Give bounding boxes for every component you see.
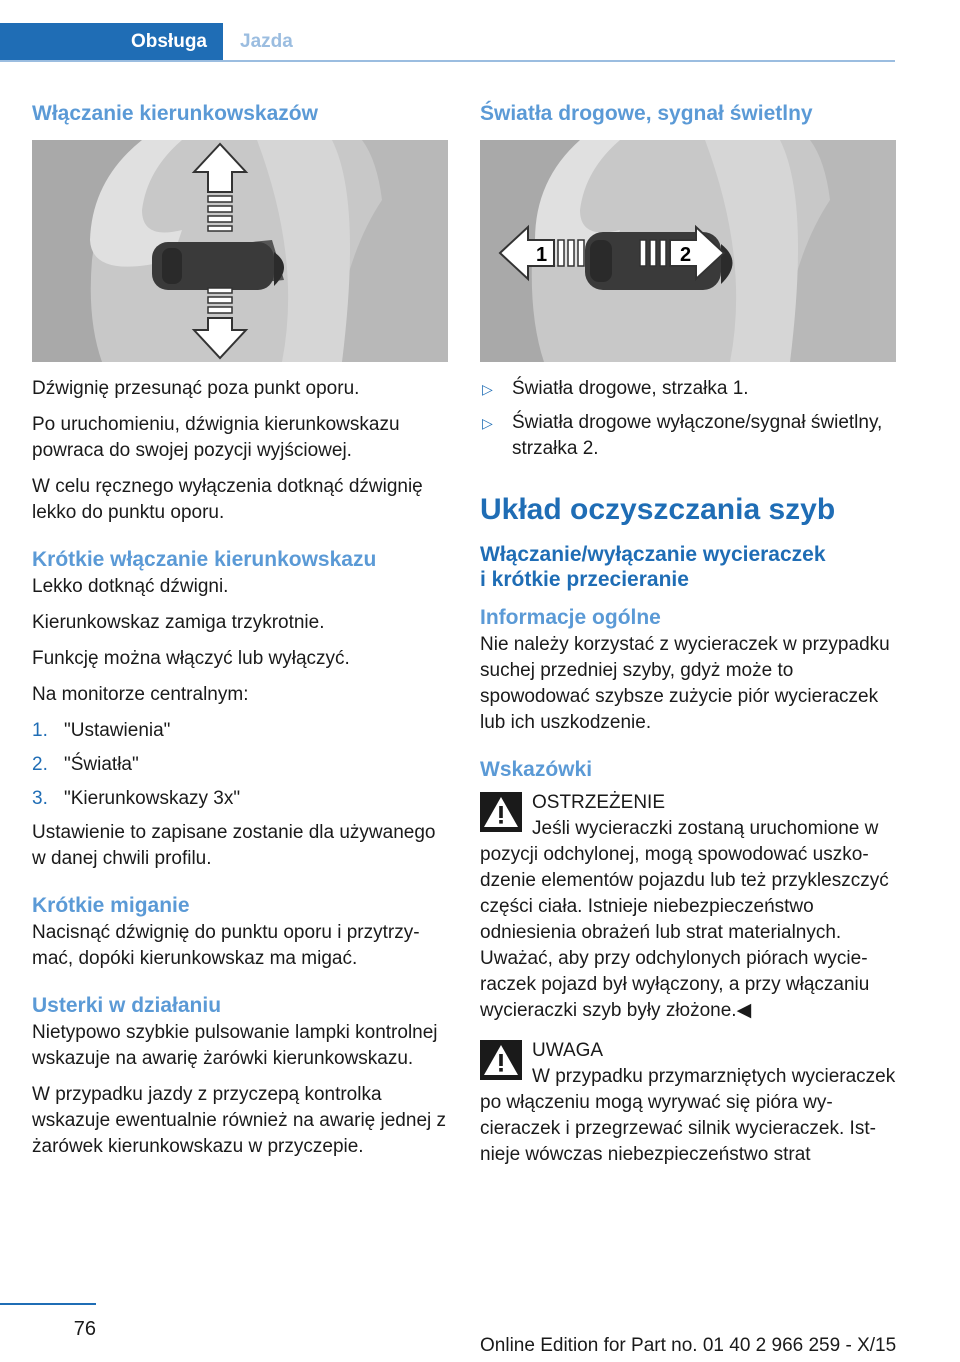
arrow-label-1: 1 xyxy=(536,244,548,266)
wipers-heading: Układ oczyszczania szyb xyxy=(480,493,836,526)
warning-triangle-icon xyxy=(480,792,522,832)
tab-jazda-label: Jazda xyxy=(240,31,293,52)
fault-text-2: W przypadku jazdy z przyczepą kontrolka wskazuje ewentualnie również na awarię jednej z żarówek kierunkowskazu w przyczepie. xyxy=(32,1084,447,1157)
triangle-bullet-icon: ▷ xyxy=(482,381,493,397)
bullet-text: Światła drogowe wyłączone/sygnał świetlny, strzałka 2. xyxy=(512,412,883,459)
left-column xyxy=(32,100,448,1170)
short-signal-text-1: Lekko dotknąć dźwigni. xyxy=(32,576,229,597)
general-info-heading: Informacje ogólne xyxy=(480,606,661,629)
short-signal-heading: Krótkie włączanie kierunkowskazu xyxy=(32,548,377,571)
tab-jazda[interactable] xyxy=(240,23,293,61)
lever-push-pull-illustration xyxy=(480,140,896,362)
fault-heading: Usterki w działaniu xyxy=(32,994,222,1017)
high-beam-heading: Światła drogowe, sygnał świetlny xyxy=(480,102,813,125)
wipers-subheading-line2: i krótkie przecieranie xyxy=(480,568,689,591)
wipers-subheading-line1: Włączanie/wyłączanie wycieraczek xyxy=(480,543,826,566)
warning-text: Jeśli wycieraczki zostaną uruchomione w pozycji odchylonej, mogą spowodować uszkodzenie elementów pojazdu lub też przykleszczyć części ciała. Istnieje niebezpieczeństwo odniesienia obrażeń lub strat materialnych. Uważać, aby przy odchylonych piórach wycieraczek pojazd był wyłączony, a przy włączaniu wycieraczki szyb były złożone.◀ xyxy=(480,818,889,1021)
tab-obsluga-label: Obsługa xyxy=(130,31,207,52)
bullet-text: Światła drogowe, strzałka 1. xyxy=(512,378,749,399)
turn-signal-text-2: Po uruchomieniu, dźwignia kierunkowskazu powraca do swojej pozycji wyjściowej. xyxy=(32,414,400,461)
footer-rule xyxy=(0,1303,96,1305)
turn-signal-heading: Włączanie kierunkowskazów xyxy=(32,102,318,125)
lever-up-down-illustration xyxy=(32,140,448,362)
caution-title: UWAGA xyxy=(532,1040,604,1061)
general-info-text: Nie należy korzystać z wycieraczek w przypadku suchej przedniej szyby, gdyż może to spowodować szybsze zużycie piór wycieraczek lub ich uszkodzenie. xyxy=(480,634,890,733)
chapter-tabs xyxy=(0,23,895,61)
list-item xyxy=(480,376,896,402)
arrow-label-2: 2 xyxy=(680,244,692,266)
warning-title: OSTRZEŻENIE xyxy=(532,792,666,813)
right-column xyxy=(480,100,896,1168)
step-number: 2. xyxy=(32,754,48,775)
high-beam-lever-figure xyxy=(480,140,896,362)
step-number: 1. xyxy=(32,720,48,741)
list-item xyxy=(32,718,448,744)
high-beam-list xyxy=(480,376,896,462)
short-signal-text-2: Kierunkowskaz zamiga trzykrotnie. xyxy=(32,612,325,633)
flash-text: Nacisnąć dźwignię do punktu oporu i przytrzymać, dopóki kierunkowskaz ma migać. xyxy=(32,922,420,969)
triangle-bullet-icon: ▷ xyxy=(482,415,493,431)
short-signal-text-3: Funkcję można włączyć lub wyłączyć. xyxy=(32,648,350,669)
edition-info: Online Edition for Part no. 01 40 2 966 259 - X/15 xyxy=(480,1335,897,1356)
caution-box xyxy=(480,1038,896,1168)
hints-heading: Wskazówki xyxy=(480,758,593,781)
step-text: "Światła" xyxy=(64,754,139,775)
caution-triangle-icon xyxy=(480,1040,522,1080)
turn-signal-text-3: W celu ręcznego wyłączenia dotknąć dźwignię lekko do punktu oporu. xyxy=(32,476,423,523)
turn-signal-text-1: Dźwignię przesunąć poza punkt oporu. xyxy=(32,378,360,399)
tab-underline xyxy=(0,60,895,62)
page-number: 76 xyxy=(73,1318,96,1340)
warning-box xyxy=(480,790,896,1024)
list-item xyxy=(32,752,448,778)
list-item xyxy=(32,786,448,812)
tab-obsluga[interactable] xyxy=(0,23,223,61)
short-signal-text-4: Na monitorze centralnym: xyxy=(32,684,249,705)
turn-signal-lever-figure xyxy=(32,140,448,362)
caution-text: W przypadku przymarzniętych wycieraczek po włączeniu mogą wyrywać się pióra wycieraczek i przegrzewać silnik wycieraczek. Istnieje wówczas niebezpieczeństwo strat xyxy=(480,1066,896,1165)
short-signal-text-5: Ustawienie to zapisane zostanie dla używanego w danej chwili profilu. xyxy=(32,822,436,869)
flash-heading: Krótkie miganie xyxy=(32,894,190,917)
list-item xyxy=(480,410,896,462)
step-text: "Kierunkowskazy 3x" xyxy=(64,788,241,809)
step-number: 3. xyxy=(32,788,48,809)
wipers-subheading xyxy=(480,542,896,592)
menu-steps-list xyxy=(32,718,448,812)
fault-text-1: Nietypowo szybkie pulsowanie lampki kontrolnej wskazuje na awarię żarówki kierunkowskazu. xyxy=(32,1022,438,1069)
step-text: "Ustawienia" xyxy=(64,720,171,741)
